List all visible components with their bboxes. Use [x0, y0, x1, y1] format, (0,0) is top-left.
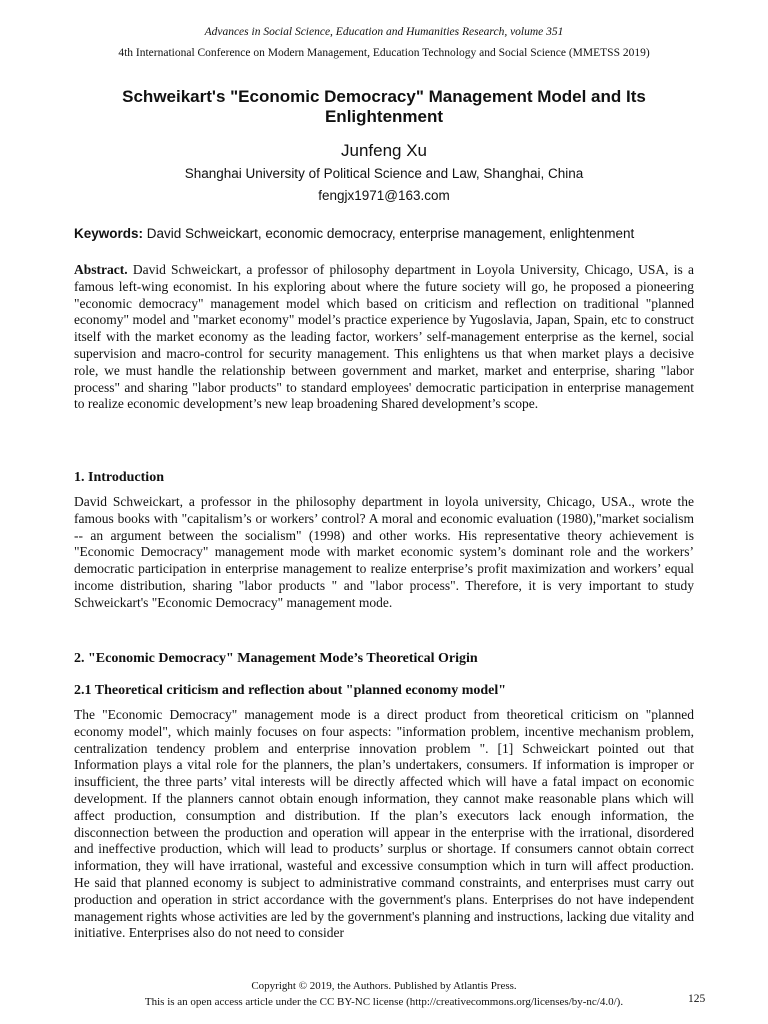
abstract-label: Abstract. — [74, 262, 128, 277]
planned-economy-paragraph: The "Economic Democracy" management mode is a direct product from theoretical criticism on "planned economy model", which mainly focuses on four aspects: "information problem, incentive mechanism problem, centralization tendency problem and enterprise innovation problem ". [1] Schweickart pointed out that Information plays a vital role for the planners, the plan’s undertakers, consumers. If information is improper or insufficient, the three parts’ vital interests will be directly affected which will have a fatal impact on economic development. If the planners cannot obtain enough information, they cannot make reasonable plans which will affect production, consumption and distribution. If the plan’s executors lack enough information, the disconnection between the production and operation will appear in the enterprise with the irrational, disordered and ineffective production, which will lead to products’ surplus or shortage. If consumers cannot obtain correct information, they will have irrational, wasteful and excessive consumption which in turn will affect production. He said that planned economy is subject to administrative command constraints, and enterprises must carry out production and operation in strict accordance with the government's plans. Enterprises do not have independent management rights whose activities are led by the government's planning and instructions, lacking due vitality and initiative. Enterprises also do not need to consider — [74, 707, 694, 941]
author-email[interactable]: fengjx1971@163.com — [318, 188, 450, 203]
abstract-text: David Schweickart, a professor of philosophy department in Loyola University, Chicago, USA, is a famous left-wing economist. In his exploring about where the future society will go, he proposed a pioneering "economic democracy" management model which based on criticism and reflection on traditional "planned economy" model and "market economy" model’s practice experience by Yugoslavia, Japan, Spain, etc to construct itself with the market economy as the leading factor, workers’ self-management enterprise as the kernel, social supervision and macro-control for security management. This enlightens us that when market plays a decisive role, we must handle the relationship between government and market, market and enterprise, sharing "labor process" and sharing "labor products" to standard employees' democratic participation in enterprise management to realize economic development’s new leap broadening Shared development’s scope. — [74, 262, 694, 412]
subsection-heading-planned-economy: 2.1 Theoretical criticism and reflection about "planned economy model" — [74, 683, 507, 698]
footer-license: This is an open access article under the CC BY-NC license (http://creativecommons.org/licenses/by-nc/4.0/). — [144, 996, 624, 1008]
keywords-text: David Schweickart, economic democracy, enterprise management, enlightenment — [143, 226, 635, 241]
section-heading-introduction: 1. Introduction — [74, 470, 164, 485]
footer-copyright: Copyright © 2019, the Authors. Published by Atlantis Press. — [251, 980, 517, 992]
introduction-paragraph: David Schweickart, a professor in the philosophy department in loyola university, Chicago, USA., wrote the famous books with "capitalism’s or workers’ control? A moral and economic evaluation (1980),"market socialism -- an argument between the socialism" (1998) and other works. His representative theory achievement is "Economic Democracy" management mode with market economic system’s dominant role and the workers’ democratic participation in enterprise management to realize enterprise’s profit maximization and workers’ equal income distribution, sharing "labor products " and "labor process". Therefore, it is very important to study Schweickart's "Economic Democracy" management mode. — [74, 494, 694, 610]
abstract — [74, 262, 694, 413]
journal-header: Advances in Social Science, Education and Humanities Research, volume 351 — [204, 26, 564, 38]
conference-header: 4th International Conference on Modern Management, Education Technology and Social Science (MMETSS 2019) — [118, 47, 650, 59]
author-affiliation: Shanghai University of Political Science and Law, Shanghai, China — [184, 166, 584, 181]
author-name: Junfeng Xu — [340, 141, 427, 160]
page-number: 125 — [688, 993, 706, 1005]
keywords — [74, 226, 694, 241]
paper-title: Schweikart's "Economic Democracy" Management Model and Its Enlightenment — [122, 87, 646, 126]
keywords-label: Keywords: — [74, 226, 144, 241]
section-heading-theoretical-origin: 2. "Economic Democracy" Management Mode’s Theoretical Origin — [74, 651, 478, 666]
